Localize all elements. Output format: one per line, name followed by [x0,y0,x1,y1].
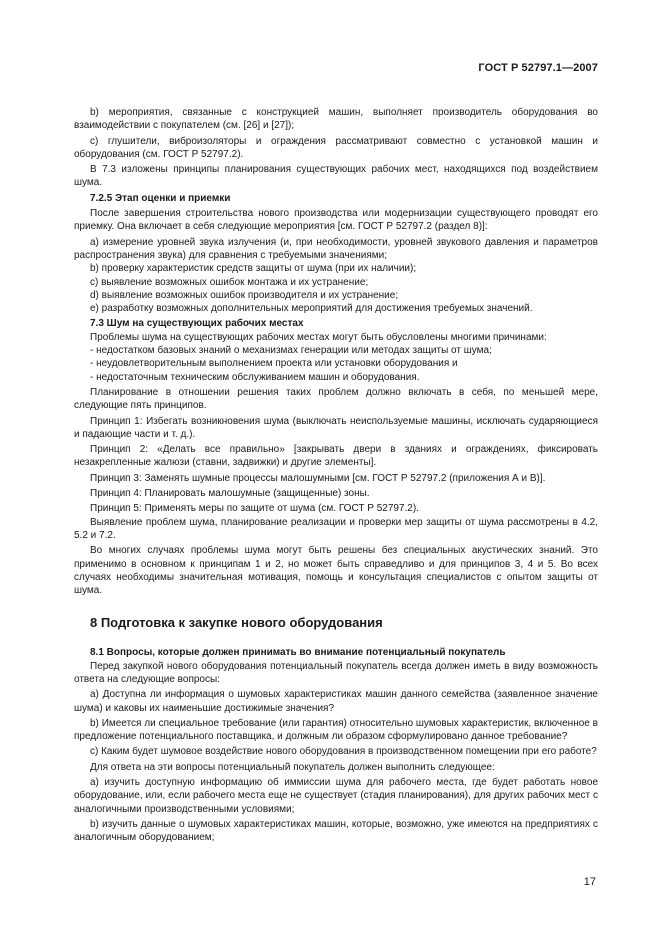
list-item: - недостаточным техническим обслуживанием машин и оборудования. [90,371,420,383]
paragraph: Во многих случаях проблемы шума могут быть решены без специальных акустических знаний. Это применимо в основном к принципам 1 и 2, но может быть справедливо и для принципов 3, 4 и 5. Во всех случаях необходимы значительная мотивация, помощь и консультация специалистов с опытом защиты от шума. [74,545,598,597]
subsection-heading: 8.1 Вопросы, которые должен принимать во внимание потенциальный покупатель [90,647,506,659]
subsection-heading: 7.3 Шум на существующих рабочих местах [90,318,304,330]
paragraph: Принцип 3: Заменять шумные процессы малошумными [см. ГОСТ Р 52797.2 (приложения А и В)]. [90,472,546,484]
subsection-heading: 7.2.5 Этап оценки и приемки [90,192,231,204]
list-item: с) выявление возможных ошибок монтажа и их устранение; [90,276,369,288]
paragraph: Выявление проблем шума, планирование реализации и проверки мер защиты от шума рассмотрены в 4.2, 5.2 и 7.2. [74,516,598,541]
paragraph: Перед закупкой нового оборудования потенциальный покупатель всегда должен иметь в виду возможность ответа на следующие вопросы: [74,660,598,685]
list-item: - неудовлетворительным выполнением проекта или установки оборудования и [90,358,458,370]
paragraph: Планирование в отношении решения таких проблем должно включать в себя, по меньшей мере, следующие пять принципов. [74,386,598,412]
paragraph: В 7.3 изложены принципы планирования существующих рабочих мест, находящихся под воздействием шума. [74,164,598,189]
page-number: 17 [583,876,596,888]
list-item: c) глушители, виброизоляторы и ограждения рассматривают совместно с установкой машин и оборудования (см. ГОСТ Р 52797.2). [74,135,598,160]
list-item: a) Доступна ли информация о шумовых характеристиках машин данного семейства (заявленное значение шума) и каковы их наименьшие достижимые значения? [74,689,598,714]
list-item: а) изучить доступную информацию об иммиссии шума для рабочего места, где будет работать новое оборудование, или, если рабочего места еще не существует (стадия планирования), для других рабочих мест с аналогичными производственными условиями; [74,777,598,815]
paragraph: Принцип 2: «Делать все правильно» [закрывать двери в зданиях и ограждениях, фиксировать незакрепленные жалюзи (ставни, задвижки) и другие элементы]. [74,444,598,469]
list-item: c) Каким будет шумовое воздействие нового оборудования в производственном помещении при его работе? [90,746,597,758]
list-item: b) мероприятия, связанные с конструкцией машин, выполняет производитель оборудования во взаимодействии с покупателем (см. [26] и [27]); [74,107,598,132]
section-heading: 8 Подготовка к закупке нового оборудования [90,615,383,631]
document-code-header: ГОСТ Р 52797.1—2007 [478,62,598,74]
page-body [74,104,598,845]
list-item: b) проверку характеристик средств защиты от шума (при их наличии); [90,263,417,275]
paragraph: Принцип 5: Применять меры по защите от шума (см. ГОСТ Р 52797.2). [90,503,419,515]
list-item: b) изучить данные о шумовых характеристиках машин, которые, возможно, уже имеются на предприятиях с аналогичным оборудованием; [74,818,598,844]
list-item: d) выявление возможных ошибок производителя и их устранение; [90,289,399,301]
list-item: а) измерение уровней звука излучения (и, при необходимости, уровней звукового давления и параметров распространения звука) для сравнения с требуемыми значениями; [74,236,598,261]
paragraph: Проблемы шума на существующих рабочих местах могут быть обусловлены многими причинами: [90,331,547,343]
list-item: е) разработку возможных дополнительных мероприятий для достижения требуемых значений. [90,303,533,315]
paragraph: Принцип 1: Избегать возникновения шума (выключать неиспользуемые машины, исключать сударяющиеся и падающие части и т. д.). [74,415,598,440]
paragraph: После завершения строительства нового производства или модернизации существующего проводят его приемку. Она включает в себя следующие мероприятия [см. ГОСТ Р 52797.2 (раздел 8)]: [74,208,598,233]
list-item: b) Имеется ли специальное требование (или гарантия) относительно шумовых характеристик, включенное в предложение потенциального поставщика, и должным ли образом сформулировано данное требование? [74,717,598,743]
list-item: - недостатком базовых знаний о механизмах генерации или методах защиты от шума; [90,345,492,357]
paragraph: Принцип 4: Планировать малошумные (защищенные) зоны. [90,488,370,500]
paragraph: Для ответа на эти вопросы потенциальный покупатель должен выполнить следующее: [90,761,495,773]
